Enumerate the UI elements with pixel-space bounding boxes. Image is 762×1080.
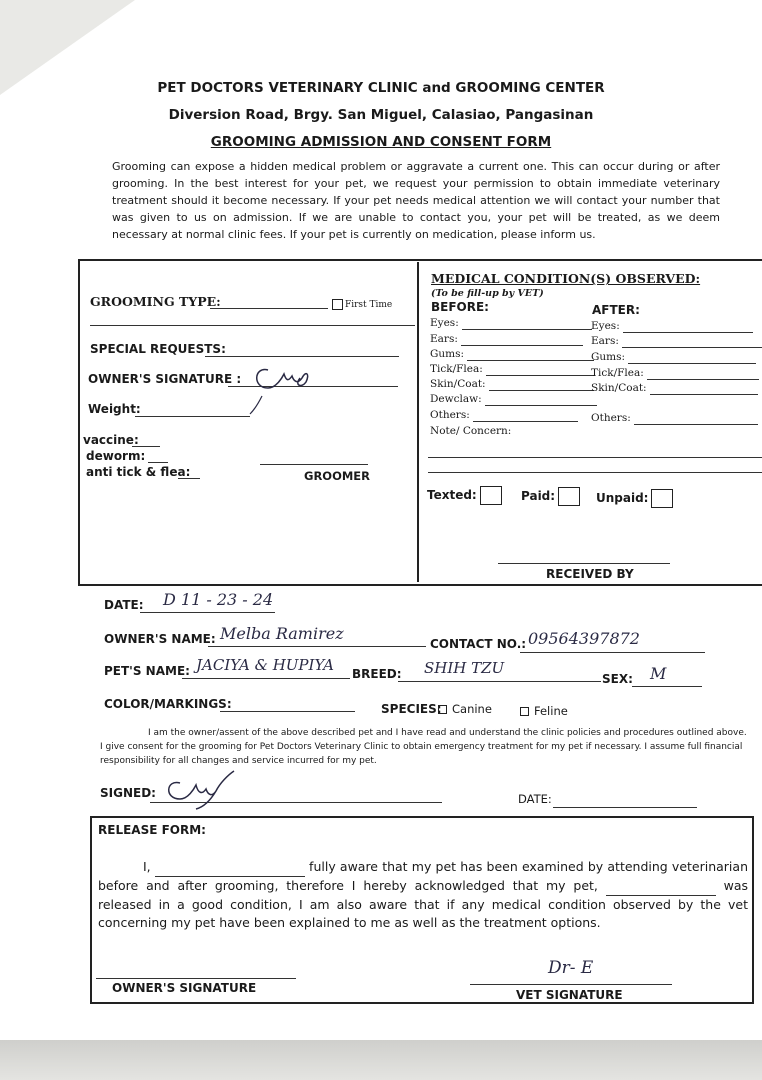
weight-field[interactable]: [135, 416, 250, 417]
release-text-a: I,: [143, 859, 155, 874]
after-item-label: Tick/Flea:: [591, 367, 644, 379]
before-item: [430, 393, 597, 406]
canine-checkbox[interactable]: [438, 705, 447, 714]
contact-label: CONTACT NO.:: [430, 637, 527, 651]
before-item-label: Gums:: [430, 348, 465, 360]
deworm-label: deworm:: [86, 449, 146, 463]
before-item: [430, 348, 594, 361]
anti-tick-label: anti tick & flea:: [86, 465, 191, 479]
date-value: D 11 - 23 - 24: [163, 590, 274, 609]
vaccine-field[interactable]: [132, 446, 160, 447]
after-item: [591, 335, 762, 348]
before-item-field[interactable]: [462, 317, 592, 330]
before-item-field[interactable]: [473, 409, 578, 422]
after-item-label: Eyes:: [591, 320, 620, 332]
after-item-label: Skin/Coat:: [591, 382, 647, 394]
paid-option[interactable]: [521, 487, 580, 506]
species-label: SPECIES:: [381, 702, 442, 716]
note-line-1[interactable]: [428, 457, 762, 458]
scan-bottom-edge: [0, 1040, 762, 1080]
before-item: [430, 363, 594, 376]
color-markings-field[interactable]: [220, 711, 355, 712]
after-item-field[interactable]: [628, 351, 756, 364]
after-item: [591, 412, 758, 425]
pet-name-label: PET'S NAME:: [104, 664, 190, 678]
after-item: [591, 351, 756, 364]
before-item-label: Dewclaw:: [430, 393, 482, 405]
release-text: [98, 858, 748, 932]
after-item-label: Ears:: [591, 335, 619, 347]
release-pet-name-field[interactable]: [606, 877, 716, 896]
vet-signed-value: Dr- E: [548, 958, 594, 978]
unpaid-checkbox[interactable]: [651, 489, 673, 508]
after-item: [591, 382, 758, 395]
consent-line-2: I give consent for the grooming for Pet Doctors Veterinary Clinic to obtain emergency treatment for my pet if necessary. I assume full financial: [100, 742, 743, 752]
clinic-address: Diversion Road, Brgy. San Miguel, Calasiao, Pangasinan: [168, 107, 594, 123]
first-time-label: First Time: [345, 300, 393, 310]
feline-checkbox[interactable]: [520, 707, 529, 716]
after-label: AFTER:: [592, 303, 640, 317]
canine-option[interactable]: [438, 702, 492, 716]
sex-value: M: [650, 664, 667, 683]
vaccine-label: vaccine:: [83, 433, 139, 447]
before-item: [430, 378, 594, 391]
first-time-option[interactable]: [332, 299, 392, 310]
owner-signature-label: OWNER'S SIGNATURE :: [88, 372, 242, 386]
contact-field[interactable]: [520, 652, 705, 653]
unpaid-option[interactable]: [596, 489, 673, 508]
texted-option[interactable]: [427, 486, 502, 505]
after-item-field[interactable]: [647, 367, 759, 380]
release-text-c: was released in a good condition, I am also aware that if any medical condition observed by the vet concerning my pet have been explained to me as well as the treatment options.: [98, 878, 748, 930]
before-item-field[interactable]: [485, 393, 597, 406]
anti-tick-field[interactable]: [178, 478, 200, 479]
texted-checkbox[interactable]: [480, 486, 502, 505]
consent-signature-scribble: [150, 765, 250, 810]
note-line-2[interactable]: [428, 472, 762, 473]
paid-label: Paid:: [521, 489, 556, 503]
before-item: [430, 425, 511, 437]
first-time-checkbox[interactable]: [332, 299, 343, 310]
after-item-label: Gums:: [591, 351, 626, 363]
after-item-field[interactable]: [650, 382, 758, 395]
before-item: [430, 317, 592, 330]
consent-date-label: DATE:: [518, 792, 552, 806]
owner-name-label: OWNER'S NAME:: [104, 632, 216, 646]
before-item: [430, 333, 583, 346]
consent-line-1: I am the owner/assent of the above described pet and I have read and understand the clinic policies and procedures outlined above.: [148, 728, 747, 738]
before-item-label: Skin/Coat:: [430, 378, 486, 390]
date-label: DATE:: [104, 598, 144, 612]
before-item-field[interactable]: [486, 363, 594, 376]
before-item-field[interactable]: [467, 348, 594, 361]
after-item-label: Others:: [591, 412, 631, 424]
after-item: [591, 367, 759, 380]
date-field[interactable]: [140, 612, 275, 613]
sex-field[interactable]: [632, 686, 702, 687]
after-item-field[interactable]: [623, 320, 753, 333]
groomer-signature-line[interactable]: [260, 464, 368, 465]
deworm-field[interactable]: [148, 462, 168, 463]
after-item-field[interactable]: [634, 412, 758, 425]
pet-name-value: JACIYA & HUPIYA: [196, 656, 335, 674]
owner-name-field[interactable]: [208, 646, 426, 647]
before-item-label: Tick/Flea:: [430, 363, 483, 375]
grooming-type-label: GROOMING TYPE:: [90, 294, 221, 309]
consent-date-field[interactable]: [553, 807, 697, 808]
release-title: RELEASE FORM:: [98, 823, 206, 837]
grooming-type-extra-line[interactable]: [90, 325, 415, 326]
before-item-label: Note/ Concern:: [430, 425, 512, 437]
grooming-type-field[interactable]: [210, 308, 328, 309]
pet-name-field[interactable]: [182, 678, 350, 679]
clinic-name: PET DOCTORS VETERINARY CLINIC and GROOMING CENTER: [157, 80, 605, 96]
before-item-label: Ears:: [430, 333, 458, 345]
contact-value: 09564397872: [528, 629, 640, 648]
release-text-b: fully aware that my pet has been examined by attending veterinarian before and after grooming, therefore I hereby acknowledged that my pet,: [98, 859, 748, 893]
feline-label: Feline: [534, 704, 568, 718]
before-label: BEFORE:: [431, 300, 489, 314]
special-requests-label: SPECIAL REQUESTS:: [90, 342, 226, 356]
received-by-label: RECEIVED BY: [546, 567, 634, 581]
breed-field[interactable]: [398, 681, 601, 682]
received-by-line[interactable]: [498, 563, 670, 564]
medical-title: MEDICAL CONDITION(S) OBSERVED:: [431, 271, 701, 286]
breed-value: SHIH TZU: [424, 659, 505, 677]
intro-paragraph: Grooming can expose a hidden medical problem or aggravate a current one. This can occur during or after grooming. In the best interest for your pet, we request your permission to obtain immediate veterinary treatment should it become necessary. If your pet needs medical attention we will contact your number that was given to us on admission. If we are unable to contact you, your pet will be treated, as we deem necessary at normal clinic fees. If your pet is currently on medication, please inform us.: [112, 160, 720, 241]
before-item-field[interactable]: [461, 333, 583, 346]
medical-subtitle: (To be fill-up by VET): [431, 288, 544, 299]
feline-option[interactable]: [520, 704, 568, 718]
vet-signature-line[interactable]: [470, 984, 672, 985]
unpaid-label: Unpaid:: [596, 491, 649, 505]
after-item-field[interactable]: [622, 335, 762, 348]
owner-name-value: Melba Ramirez: [220, 624, 344, 643]
before-item-field[interactable]: [489, 378, 594, 391]
release-owner-signature-label: OWNER'S SIGNATURE: [112, 981, 257, 995]
release-owner-name-field[interactable]: [155, 858, 305, 877]
weight-label: Weight:: [88, 402, 141, 416]
paid-checkbox[interactable]: [558, 487, 580, 506]
before-item: [430, 409, 578, 422]
texted-label: Texted:: [427, 488, 477, 502]
after-item: [591, 320, 753, 333]
vet-signature-label: VET SIGNATURE: [516, 988, 623, 1002]
consent-line-3: responsibility for all changes and service incurred for my pet.: [100, 756, 377, 766]
before-item-label: Others:: [430, 409, 470, 421]
before-item-label: Eyes:: [430, 317, 459, 329]
color-markings-label: COLOR/MARKINGS:: [104, 697, 232, 711]
release-owner-signature-line[interactable]: [96, 978, 296, 979]
box-divider: [417, 262, 419, 582]
signed-label: SIGNED:: [100, 786, 156, 800]
breed-label: BREED:: [352, 667, 402, 681]
canine-label: Canine: [452, 702, 492, 716]
groomer-label: GROOMER: [304, 469, 371, 483]
sex-label: SEX:: [602, 672, 633, 686]
form-title: GROOMING ADMISSION AND CONSENT FORM: [210, 134, 552, 150]
owner-signature-scribble: [240, 348, 320, 418]
